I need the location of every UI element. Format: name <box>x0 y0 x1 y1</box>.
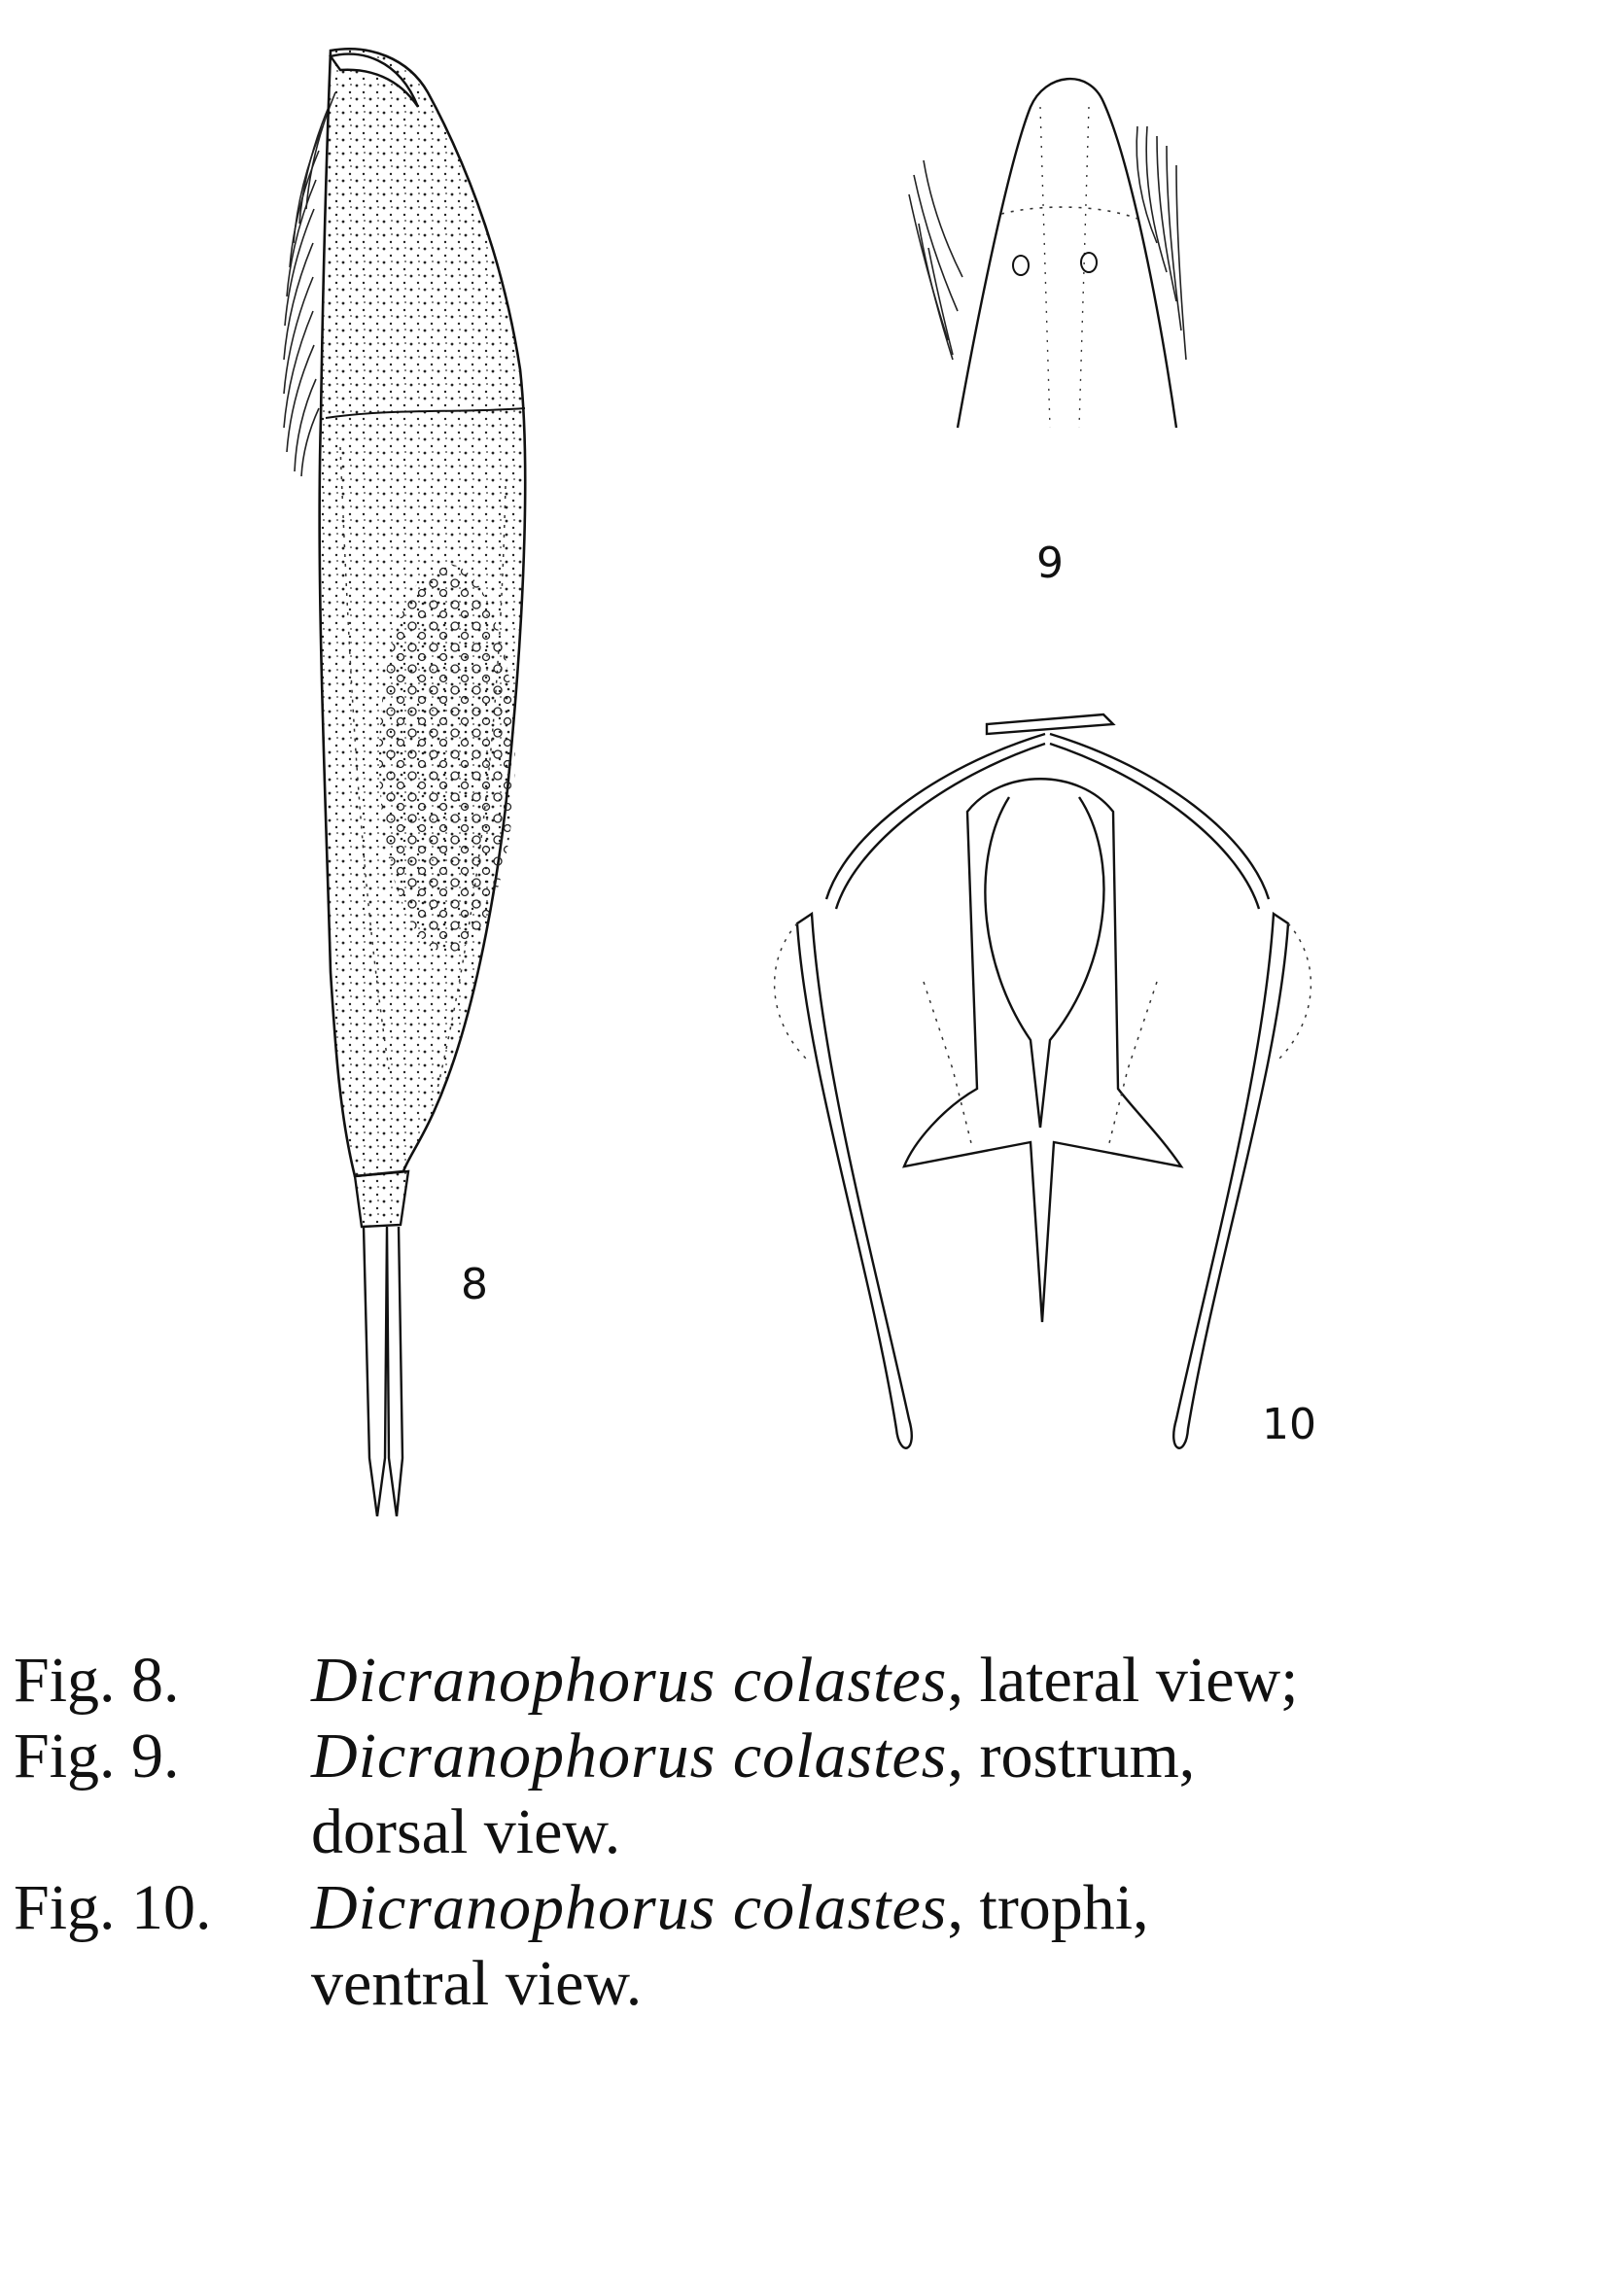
caption-description: , rostrum, <box>947 1721 1196 1792</box>
caption-species: Dicranophorus colastes <box>311 1645 948 1716</box>
caption-number: Fig. 8. <box>14 1645 180 1716</box>
figure-10-manubria-arcs <box>826 734 1269 909</box>
caption-number: Fig. 9. <box>14 1721 180 1792</box>
caption-continuation: dorsal view. <box>311 1796 621 1867</box>
figure-8-toes <box>364 1227 402 1516</box>
figure-9-eyespot-left <box>1013 256 1029 275</box>
figure-9-outline <box>958 79 1176 428</box>
caption-description: , trophi, <box>947 1872 1149 1943</box>
figure-captions <box>14 1643 1589 2022</box>
figure-9-rostrum <box>909 79 1186 588</box>
figure-10-incus <box>904 779 1181 1322</box>
caption-fig-8 <box>14 1643 1589 1719</box>
figure-10-ramus-right <box>1173 914 1288 1448</box>
figure-10-trophi <box>775 714 1311 1448</box>
figure-8-lateral-view <box>284 49 525 1516</box>
figure-9-label: 9 <box>1036 539 1064 588</box>
caption-fig-9 <box>14 1719 1589 1870</box>
caption-number: Fig. 10. <box>14 1872 212 1943</box>
figure-8-stomach <box>379 564 515 953</box>
figure-8-label: 8 <box>461 1260 488 1309</box>
caption-continuation: ventral view. <box>311 1948 643 2019</box>
caption-description: , lateral view; <box>947 1645 1299 1716</box>
figure-8-foot <box>355 1171 408 1227</box>
figure-10-label: 10 <box>1262 1400 1316 1449</box>
figure-9-cilia-left <box>909 160 962 360</box>
caption-species: Dicranophorus colastes <box>311 1872 948 1943</box>
figure-9-eyespot-right <box>1081 253 1097 272</box>
figure-10-ramus-left <box>797 914 912 1448</box>
caption-fig-10 <box>14 1870 1589 2022</box>
caption-species: Dicranophorus colastes <box>311 1721 948 1792</box>
